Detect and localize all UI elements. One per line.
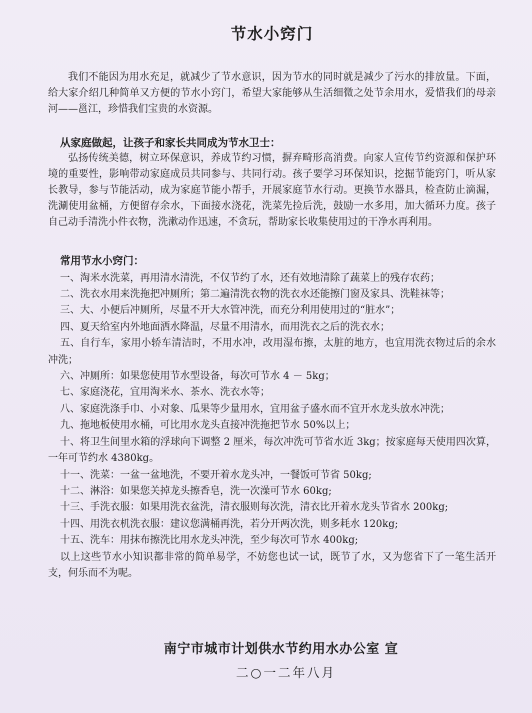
list-item: 十、将卫生间里水箱的浮球向下调整 2 厘米，每次冲洗可节省水近 3kg；按家庭每天使用四次算，一年可节约水 4380kg。 [48, 436, 496, 465]
list-item: 一、淘米水洗菜，再用清水清洗，不仅节约了水，还有效地清除了蔬菜上的残存农药； [60, 272, 440, 284]
list-item: 六、冲厕所：如果您使用节水型设备，每次可节水 4 － 5kg； [60, 371, 335, 383]
tips-list [48, 271, 496, 550]
list-item: 四、夏天给室内外地面洒水降温，尽量不用清水，而用洗衣之后的洗衣水； [60, 321, 390, 333]
page-title: 节水小窍门 [230, 24, 314, 43]
closing-paragraph: 以上这些节水小知识都非常的简单易学，不妨您也试一试，既节了水，又为您省下了一笔生活开支，何乐而不为呢。 [48, 551, 496, 579]
list-item: 二、洗衣水用来洗拖把冲厕所；第二遍清洗衣物的洗衣水还能擦门窗及家具、洗鞋袜等； [60, 289, 450, 301]
list-item: 三、大、小便后冲厕所，尽量不开大水管冲洗，而充分利用使用过的“脏水”； [60, 305, 401, 317]
list-item: 十一、洗菜：一盆一盆地洗，不要开着水龙头冲，一餐饭可节省 50kg; [60, 469, 372, 481]
list-item: 十五、洗车：用抹布擦洗比用水龙头冲洗，至少每次可节水 400kg; [60, 535, 359, 547]
issue-date: 二○一二年八月 [236, 665, 336, 680]
family-section-title: 从家庭做起，让孩子和家长共同成为节水卫士： [60, 136, 281, 149]
list-item: 八、家庭洗涤手巾、小对象、瓜果等少量用水，宜用盆子盛水而不宜开水龙头放水冲洗； [60, 403, 450, 415]
intro-paragraph: 我们不能因为用水充足，就减少了节水意识，因为节水的同时就是减少了污水的排放量。下面，给大家介绍几种简单又方便的节水小窍门，希望大家能够从生活细微之处节余用水，爱惜我们的母亲河——邕江，珍惜我们宝贵的水资源。 [48, 72, 496, 116]
list-item: 五、自行车，家用小轿车清洁时，不用水冲，改用湿布擦，太脏的地方，也宜用洗衣物过后的余水冲洗； [48, 338, 496, 366]
list-item: 十三、手洗衣服：如果用洗衣盆洗，清衣服则每次洗，清衣比开着水龙头节省水 200kg; [60, 502, 449, 514]
issuing-organization: 南宁市城市计划供水节约用水办公室 宣 [163, 642, 399, 657]
signature-block [0, 638, 532, 681]
family-section-body: 弘扬传统美德，树立环保意识，养成节约习惯，摒弃畸形高消费。向家人宣传节约资源和保护环境的重要性，影响带动家庭成员共同参与、共同行动。孩子要学习环保知识，挖掘节能窍门，听从家长教导，参与节能活动，成为家庭节能小帮手，开展家庭节水行动。更换节水器具，检查防止滴漏，洗涮使用盆桶，方便留存余水，下面接水浇花，洗菜先捡后洗，鼓励一水多用，加大循环力度。孩子自己动手清洗小件衣物，洗漱动作迅速，不贪玩，帮助家长收集使用过的干净水再利用。 [48, 152, 496, 229]
tips-section-title: 常用节水小窍门： [60, 254, 144, 267]
list-item: 九、拖地板使用水桶，可比用水龙头直接冲洗拖把节水 50%以上； [60, 420, 356, 432]
list-item: 七、家庭浇花，宜用淘米水、茶水、洗衣水等； [60, 387, 270, 399]
list-item: 十二、淋浴：如果您关掉龙头擦香皂，洗一次澡可节水 60kg; [60, 485, 332, 497]
list-item: 十四、用洗衣机洗衣服：建议您满桶再洗，若分开两次洗，则多耗水 120kg; [60, 518, 399, 530]
